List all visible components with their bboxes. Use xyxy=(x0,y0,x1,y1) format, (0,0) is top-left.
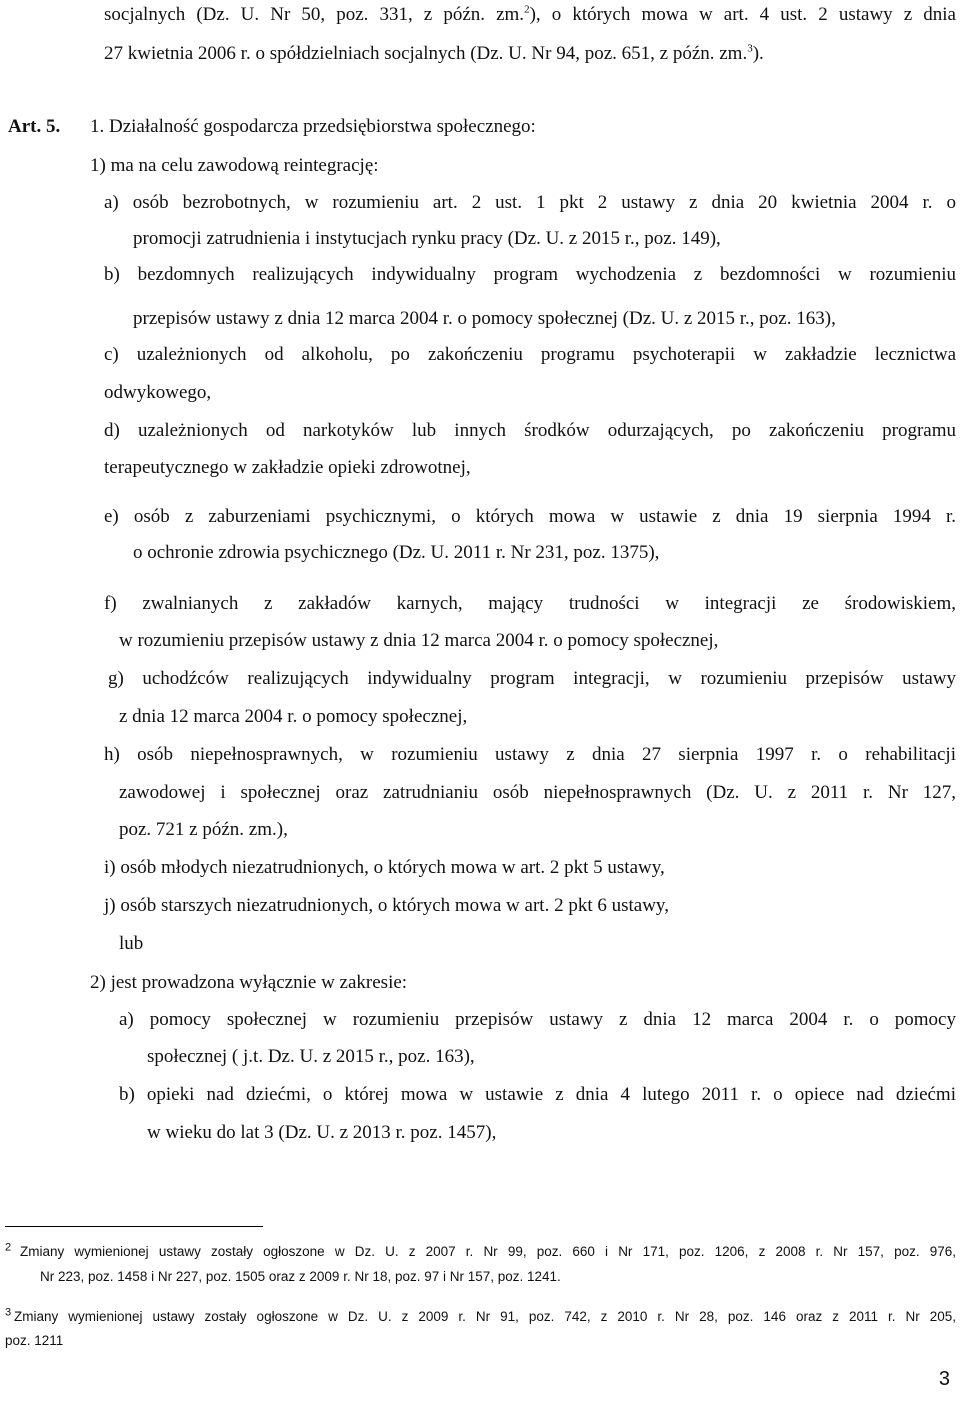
text-line: 2) jest prowadzona wyłącznie w zakresie: xyxy=(90,972,408,993)
text-line: w rozumieniu przepisów ustawy z dnia 12 marca 2004 r. o pomocy społecznej, xyxy=(119,630,719,651)
text-line: w wieku do lat 3 (Dz. U. z 2013 r. poz. 1457), xyxy=(147,1122,497,1143)
text-line xyxy=(104,43,764,65)
footnote-text: Zmiany wymienionej ustawy zostały ogłoszone w Dz. U. z 2007 r. Nr 99, poz. 660 i Nr 171, poz. 1206, z 2008 r. Nr 157, poz. 976, xyxy=(20,1244,956,1259)
footnote-number: 2 xyxy=(5,1241,12,1254)
text-line: lub xyxy=(119,933,144,954)
text-line: przepisów ustawy z dnia 12 marca 2004 r. o pomocy społecznej (Dz. U. z 2015 r., poz. 163), xyxy=(133,308,836,329)
text-line: d) uzależnionych od narkotyków lub innych środków odurzających, po zakończeniu programu xyxy=(104,420,956,441)
text-line: a) pomocy społecznej w rozumieniu przepisów ustawy z dnia 12 marca 2004 r. o pomocy xyxy=(119,1009,956,1030)
text-line: z dnia 12 marca 2004 r. o pomocy społecznej, xyxy=(119,706,468,727)
text-line: b) bezdomnych realizujących indywidualny program wychodzenia z bezdomności w rozumieniu xyxy=(104,264,956,285)
text-line: poz. 721 z późn. zm.), xyxy=(119,819,288,840)
footnote-text: Zmiany wymienionej ustawy zostały ogłoszone w Dz. U. z 2009 r. Nr 91, poz. 742, z 2010 r. Nr 28, poz. 146 oraz z 2011 r. Nr 205, xyxy=(14,1309,956,1324)
footnote-3 xyxy=(5,1306,11,1328)
text-line: o ochronie zdrowia psychicznego (Dz. U. 2011 r. Nr 231, poz. 1375), xyxy=(133,542,660,563)
text-line: odwykowego, xyxy=(104,382,212,403)
footnote-ref[interactable]: 3 xyxy=(747,42,753,55)
page-number: 3 xyxy=(938,1368,950,1390)
text-span: ). xyxy=(752,43,764,64)
text-span: 27 kwietnia 2006 r. o spółdzielniach socjalnych (Dz. U. Nr 94, poz. 651, z późn. zm. xyxy=(104,43,748,64)
text-line: terapeutycznego w zakładzie opieki zdrowotnej, xyxy=(104,457,471,478)
text-line: e) osób z zaburzeniami psychicznymi, o których mowa w ustawie z dnia 19 sierpnia 1994 r. xyxy=(104,506,956,527)
text-line: a) osób bezrobotnych, w rozumieniu art. 2 ust. 1 pkt 2 ustawy z dnia 20 kwietnia 2004 r. o xyxy=(104,192,956,213)
text-line: h) osób niepełnosprawnych, w rozumieniu ustawy z dnia 27 sierpnia 1997 r. o rehabilitacji xyxy=(104,744,956,765)
text-span: socjalnych (Dz. U. Nr 50, poz. 331, z późn. zm. xyxy=(104,4,525,25)
footnote-ref[interactable]: 2 xyxy=(524,3,530,16)
text-line: c) uzależnionych od alkoholu, po zakończeniu programu psychoterapii w zakładzie lecznictwa xyxy=(104,344,956,365)
text-line: zawodowej i społecznej oraz zatrudnianiu osób niepełnosprawnych (Dz. U. z 2011 r. Nr 127, xyxy=(119,782,956,803)
text-line: 1) ma na celu zawodową reintegrację: xyxy=(90,155,379,176)
text-line: i) osób młodych niezatrudnionych, o których mowa w art. 2 pkt 5 ustawy, xyxy=(104,857,665,878)
text-line xyxy=(104,4,956,26)
text-line: g) uchodźców realizujących indywidualny program integracji, w rozumieniu przepisów ustawy xyxy=(108,668,956,689)
text-line: j) osób starszych niezatrudnionych, o których mowa w art. 2 pkt 6 ustawy, xyxy=(104,895,669,916)
footnote-text: Nr 223, poz. 1458 i Nr 227, poz. 1505 oraz z 2009 r. Nr 18, poz. 97 i Nr 157, poz. 1241. xyxy=(40,1269,561,1284)
text-line: f) zwalnianych z zakładów karnych, mający trudności w integracji ze środowiskiem, xyxy=(104,593,956,614)
text-span: ), o których mowa w art. 4 ust. 2 ustawy z dnia xyxy=(529,4,956,25)
text-line: promocji zatrudnienia i instytucjach rynku pracy (Dz. U. z 2015 r., poz. 149), xyxy=(133,228,721,249)
footnote-text: poz. 1211 xyxy=(5,1333,64,1348)
article-label: Art. 5. xyxy=(8,116,61,137)
text-line: b) opieki nad dziećmi, o której mowa w ustawie z dnia 4 lutego 2011 r. o opiece nad dziećmi xyxy=(119,1084,956,1105)
text-line: społecznej ( j.t. Dz. U. z 2015 r., poz. 163), xyxy=(147,1046,475,1067)
footnote-separator xyxy=(5,1226,263,1227)
footnote-number: 3 xyxy=(5,1306,12,1319)
text-line: 1. Działalność gospodarcza przedsiębiorstwa społecznego: xyxy=(90,116,536,137)
footnote-2 xyxy=(5,1241,11,1263)
